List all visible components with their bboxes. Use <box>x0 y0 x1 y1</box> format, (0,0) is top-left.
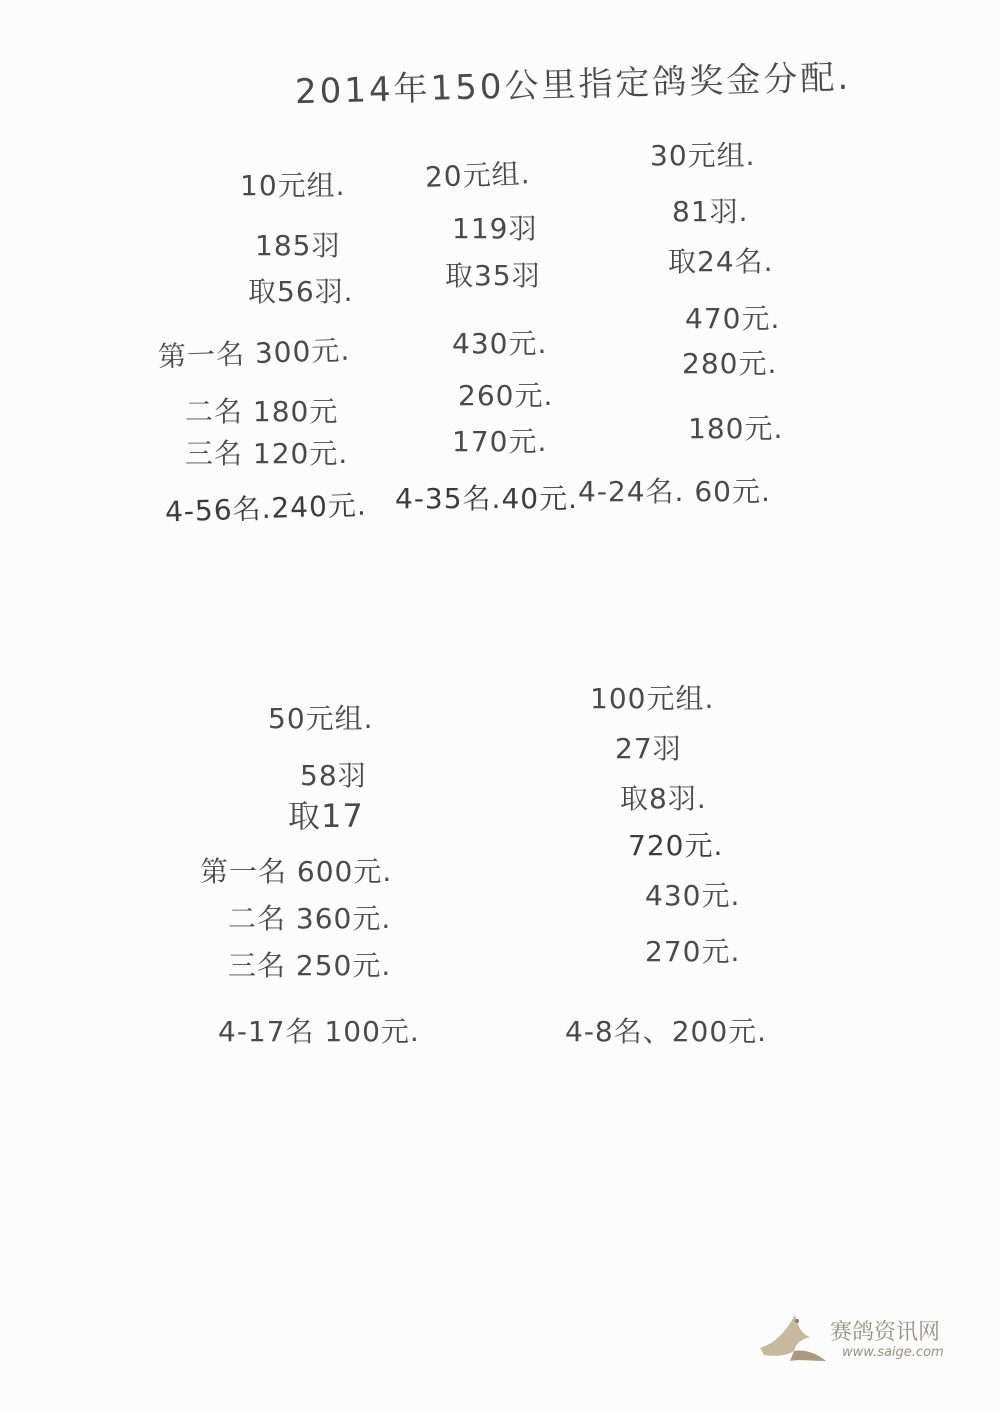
group-30-take: 取24名. <box>668 245 774 278</box>
group-20-second: 260元. <box>458 379 554 412</box>
group-10-third: 三名 120元. <box>185 437 349 470</box>
group-10-name: 10元组. <box>240 169 346 202</box>
group-100-first: 720元. <box>628 829 724 862</box>
group-30-rest: 4-24名. 60元. <box>578 475 771 508</box>
group-50-count: 58羽 <box>300 759 367 792</box>
group-50-name: 50元组. <box>268 702 374 735</box>
group-100-take: 取8羽. <box>620 782 707 815</box>
group-100-second: 430元. <box>645 879 741 912</box>
group-10-count: 185羽 <box>255 229 341 262</box>
group-100-count: 27羽 <box>615 732 682 765</box>
document-title: 2014年150公里指定鸽奖金分配. <box>294 57 852 113</box>
group-30-second: 280元. <box>682 347 778 380</box>
group-50-second: 二名 360元. <box>228 902 392 935</box>
group-30-count: 81羽. <box>672 195 749 228</box>
group-50-third: 三名 250元. <box>228 949 392 982</box>
watermark-name: 赛鸽资讯网 <box>830 1320 941 1345</box>
group-10-first: 第一名 300元. <box>157 333 351 374</box>
group-100-third: 270元. <box>645 935 741 968</box>
group-20-third: 170元. <box>452 425 548 458</box>
group-50-rest: 4-17名 100元. <box>218 1015 420 1048</box>
watermark-logo <box>750 1303 960 1373</box>
group-20-first: 430元. <box>452 327 548 360</box>
group-50-take: 取17 <box>288 797 364 835</box>
group-20-take: 取35羽 <box>445 259 541 292</box>
watermark-url: www.saige.com <box>842 1345 944 1360</box>
group-20-name: 20元组. <box>424 157 532 194</box>
group-10-take: 取56羽. <box>248 275 354 308</box>
group-50-first: 第一名 600元. <box>200 855 393 888</box>
group-100-rest: 4-8名、200元. <box>565 1015 768 1048</box>
group-100-name: 100元组. <box>590 682 715 715</box>
group-20-rest: 4-35名.40元. <box>395 482 578 515</box>
group-30-name: 30元组. <box>650 139 756 172</box>
group-10-rest: 4-56名.240元. <box>164 488 368 529</box>
group-30-third: 180元. <box>688 412 784 445</box>
group-20-count: 119羽 <box>452 212 538 245</box>
group-10-second: 二名 180元 <box>185 395 339 428</box>
pigeon-logo-icon <box>750 1303 830 1373</box>
group-30-first: 470元. <box>685 302 781 335</box>
